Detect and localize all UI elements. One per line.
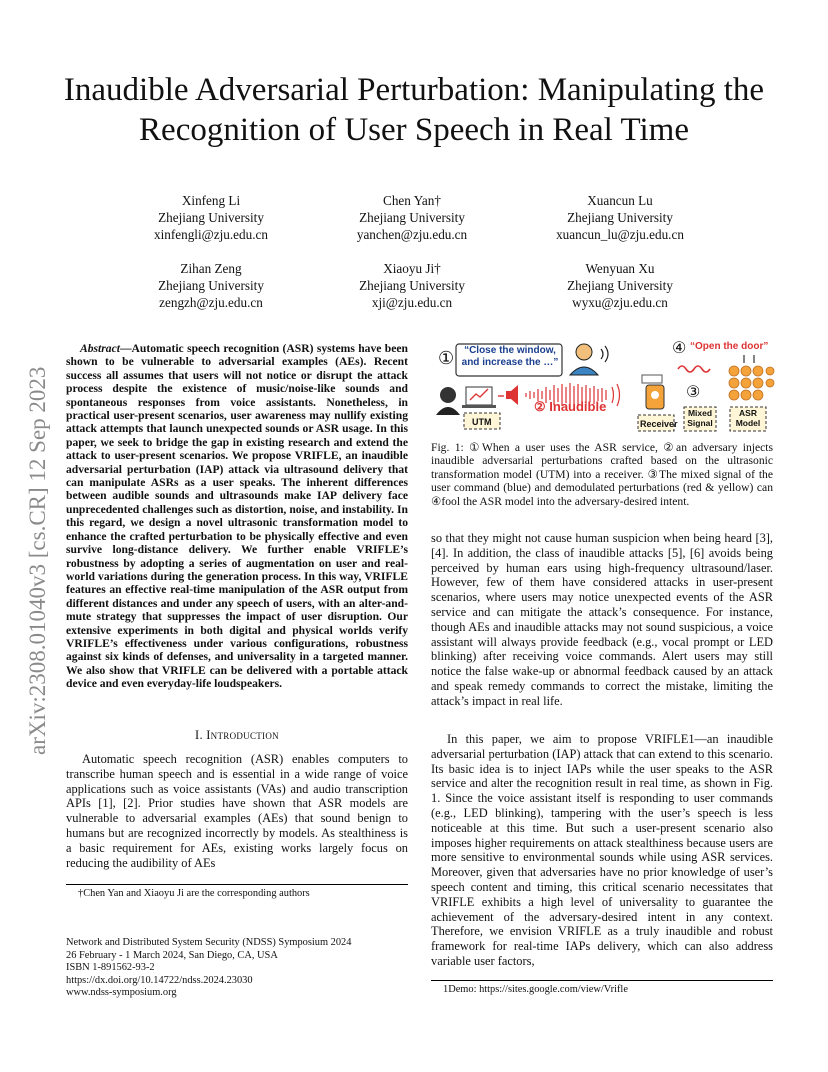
venue-doi-link[interactable]: https://dx.doi.org/10.14722/ndss.2024.23030 bbox=[66, 974, 253, 986]
body-paragraph-1: so that they might not cause human suspicion when being heard [3], [4]. In addition, the class of inaudible attacks [5], [6] avoids being perceived by human ears using high-frequency ultrasound/laser. However, few of them have considered attacks in user-present scenarios, where users may notice unexpected events of the ASR service and can mitigate the attack’s consequence. For instance, though AEs and inaudible attacks may not sound suspicious, a voice assistant will always provide feedback (e.g., vocal prompt or LED blinking) after receiving voice commands. Alert users may still notice the false wake-up or abnormal feedback caused by an attack and speak remedy commands to correct the mistake, limiting the attack’s impact in real life. bbox=[431, 531, 773, 708]
abstract-label: Abstract bbox=[80, 342, 120, 355]
receiver-label: Receiver bbox=[640, 419, 678, 429]
target-quote: “Open the door” bbox=[690, 341, 769, 352]
author-name: Chen Yan† bbox=[383, 193, 441, 208]
author-name: Xinfeng Li bbox=[181, 193, 241, 208]
figure-caption: Fig. 1: ①When a user uses the ASR service, ②an adversary injects inaudible adversarial perturbations crafted based on the ultrasonic transformation model (UTM) into a receiver. ③The mixed signal of the user command (blue) and demodulated perturbations (red & yellow) can ④fool the ASR model into the adversary-desired intent. bbox=[431, 441, 773, 508]
venue-line: Network and Distributed System Security (NDSS) Symposium 2024 bbox=[66, 937, 352, 948]
author-block bbox=[510, 260, 730, 311]
author-email: xinfengli@zju.edu.cn bbox=[154, 227, 268, 242]
user-icon bbox=[570, 344, 608, 375]
footnote-demo-link[interactable]: 1Demo: https://sites.google.com/view/Vrifle bbox=[443, 984, 628, 995]
author-name: Wenyuan Xu bbox=[585, 261, 655, 276]
footnote-rule bbox=[66, 884, 408, 885]
inaudible-label: ② Inaudible bbox=[534, 399, 607, 414]
author-email: xji@zju.edu.cn bbox=[371, 295, 453, 310]
title-line-2: Recognition of User Speech in Real Time bbox=[139, 112, 689, 148]
author-email: yanchen@zju.edu.cn bbox=[356, 227, 468, 242]
attacker-icon bbox=[436, 387, 460, 415]
section-heading: I. Introduction bbox=[195, 728, 279, 742]
figure-step-3-label: ③ bbox=[686, 384, 701, 401]
attack-laptop-icon bbox=[462, 387, 496, 408]
venue-line: ISBN 1-891562-93-2 bbox=[66, 962, 155, 974]
author-affiliation: Zhejiang University bbox=[158, 210, 264, 225]
user-quote: “Close the window, and increase the …” bbox=[461, 345, 559, 368]
author-block bbox=[101, 192, 321, 243]
author-block bbox=[510, 192, 730, 243]
author-name: Zihan Zeng bbox=[180, 261, 242, 276]
body-paragraph-2: In this paper, we aim to propose VRIFLE1—an inaudible adversarial perturbation (IAP) attack that can extend to this scenario. Its basic idea is to inject IAPs while the user speaks to the ASR service and alter the recognition result in real time, as shown in Fig. 1. Since the voice assistant itself is responding to user commands (e.g., LED blinking), tampering with the user’s speech is less noticeable at this time. But such a user-present scenario also imposes higher requirements on attack stealthiness because users are more sensitive to environmental sounds while using ASR services. Moreover, given that adversaries have no prior knowledge of user’s speech content and timing, this critical scenario necessitates that VRIFLE exhibits a high level of universality to guarantee the achievement of the adversary-desired intent in any context. Therefore, we envision VRIFLE as a truly inaudible and robust framework for real-time IAPs delivery, which can also address variable user factors, bbox=[431, 732, 773, 968]
paper-title bbox=[40, 70, 788, 150]
author-email: wyxu@zju.edu.cn bbox=[572, 295, 668, 310]
author-affiliation: Zhejiang University bbox=[567, 210, 673, 225]
abstract-text: —Automatic speech recognition (ASR) systems have been shown to be vulnerable to adversarial examples (AEs). Recent success all assumes that users will not notice or disrupt the attack process despite the existence of music/noise-like sounds and spontaneous responses from voice assistants. Nonetheless, in practical user-present scenarios, user awareness may nullify existing attack attempts that launch unexpected sounds or ASR usage. In this paper, we seek to bridge the gap in existing research and extend the attack to user-present scenarios. We propose VRIFLE, an inaudible adversarial perturbation (IAP) attack via ultrasound delivery that can manipulate ASRs as a user speaks. The inherent differences between audible sounds and ultrasounds make IAP delivery face unprecedented challenges such as distortion, noise, and instability. In this regard, we design a novel ultrasonic transformation model to enhance the crafted perturbation to be physically effective and even survive long-distance delivery. We further enable VRIFLE’s robustness by adopting a series of augmentation on user and real-world variations during the generation process. In this way, VRIFLE features an effective real-time manipulation of the ASR output from different distances and under any speech of users, with an alter-and-mute strategy that suppresses the impact of user disruption. Our extensive experiments in both digital and physical worlds verify VRIFLE’s effectiveness under various configurations, robustness against six kinds of defenses, and universality in a targeted manner. We also show that VRIFLE can be delivered with a portable attack device and even everyday-life loudspeakers. bbox=[66, 342, 408, 691]
author-block bbox=[101, 260, 321, 311]
author-affiliation: Zhejiang University bbox=[567, 278, 673, 293]
arxiv-side-label bbox=[22, 290, 52, 760]
author-name: Xuancun Lu bbox=[587, 193, 653, 208]
figure-step-4-label: ④ bbox=[672, 340, 687, 357]
author-name: Xiaoyu Ji† bbox=[383, 261, 441, 276]
author-block bbox=[302, 192, 522, 243]
venue-info bbox=[66, 937, 408, 1000]
author-email: zengzh@zju.edu.cn bbox=[159, 295, 263, 310]
author-affiliation: Zhejiang University bbox=[359, 210, 465, 225]
figure-1 bbox=[434, 335, 776, 435]
receiver-device-icon bbox=[642, 375, 664, 409]
title-line-1: Inaudible Adversarial Perturbation: Manipulating the bbox=[63, 72, 765, 108]
footnote-authors: †Chen Yan and Xiaoyu Ji are the corresponding authors bbox=[78, 888, 310, 899]
venue-line: 26 February - 1 March 2024, San Diego, CA, USA bbox=[66, 949, 278, 961]
author-email: xuancun_lu@zju.edu.cn bbox=[556, 227, 684, 242]
footnote-rule bbox=[431, 980, 773, 981]
mixed-signal-arrow bbox=[678, 366, 710, 372]
asr-network-icon bbox=[729, 355, 774, 400]
abstract bbox=[66, 342, 408, 691]
asr-model-label: ASR Model bbox=[735, 408, 761, 428]
intro-paragraph: Automatic speech recognition (ASR) enables computers to transcribe human speech and is essential in a wide range of voice applications such as voice assistants (VAs) and audio transcription APIs [1], [2]. Prior studies have shown that ASR models are vulnerable to adversarial examples (AEs) that sound benign to humans but are recognized incorrectly by models. As stealthiness is a basic requirement for AEs, existing works largely focus on reducing the audibility of AEs bbox=[66, 752, 408, 870]
arxiv-id-text: arXiv:2308.01040v3 [cs.CR] 12 Sep 2023 bbox=[25, 366, 50, 755]
venue-website-link[interactable]: www.ndss-symposium.org bbox=[66, 987, 177, 999]
utm-label: UTM bbox=[472, 417, 492, 427]
author-affiliation: Zhejiang University bbox=[158, 278, 264, 293]
speaker-icon bbox=[498, 385, 518, 405]
figure-step-1-label: ① bbox=[438, 348, 455, 368]
author-block bbox=[302, 260, 522, 311]
author-affiliation: Zhejiang University bbox=[359, 278, 465, 293]
mixed-signal-label: Mixed Signal bbox=[687, 408, 713, 428]
